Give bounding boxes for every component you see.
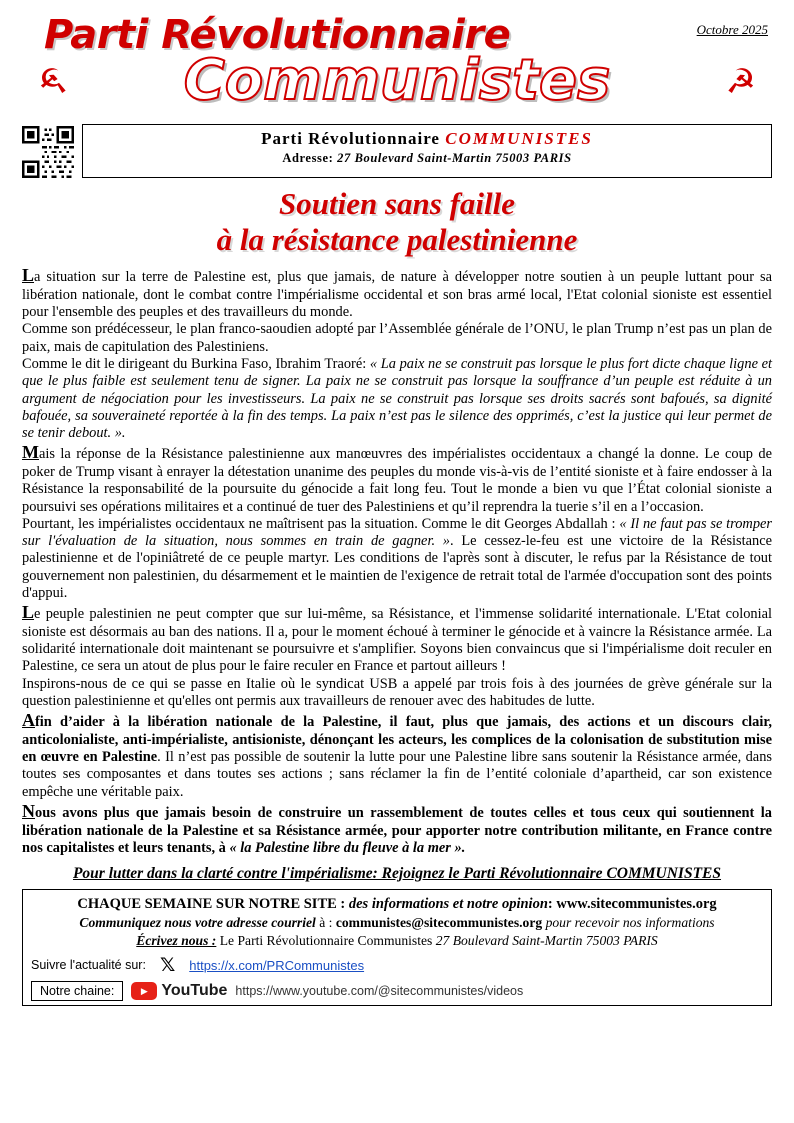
join-slogan: Pour lutter dans la clarté contre l'impérialisme: Rejoignez le Parti Révolutionnaire COMMUNISTES	[72, 865, 722, 883]
footer-line-website	[31, 896, 763, 913]
masthead	[22, 14, 772, 122]
paragraph-text: a situation sur la terre de Palestine est, plus que jamais, de nature à développer notre soutien à un peuple luttant pour sa libération nationale, dont le combat contre l'impérialisme occidental et son bras armé local, l'Etat colonial sioniste est essentiel pour l'ensemble des peuples et des travailleurs du monde.	[22, 269, 772, 321]
dropcap: L	[22, 602, 35, 623]
paragraph-bold-text: ous avons plus que jamais besoin de construire un rassemblement de toutes celles et tous ceux qui soutiennent la libération nationale de la Palestine et sa Résistance armée, pour apporter notre contribution militante, en France contre nos capitalistes et leurs tenants, à	[22, 804, 772, 856]
footer-line-email	[31, 915, 763, 931]
article-body	[22, 265, 772, 857]
org-name-black: Parti Révolutionnaire	[261, 129, 440, 148]
footer-youtube-row	[31, 981, 763, 1001]
footer-write-label: Écrivez nous :	[136, 933, 217, 949]
footer-email-label: Communiquez nous votre adresse courriel	[79, 915, 316, 931]
x-profile-link[interactable]: https://x.com/PRCommunistes	[189, 957, 365, 973]
masthead-title-line1: Parti Révolutionnaire	[44, 12, 511, 58]
hammer-sickle-icon-left: ☭	[38, 64, 69, 101]
follow-label: Suivre l'actualité sur:	[31, 958, 146, 973]
paragraph-3	[22, 356, 772, 442]
footer-social-row	[31, 954, 763, 976]
paragraph-text: ais la réponse de la Résistance palestinienne aux manœuvres des impérialistes occidentaux a changé la donne. Le coup de poker de Trump visant à enrayer la détestation unanime des peuples du monde vis-à-vis de l’entité sioniste et à faire endosser à la Résistance la responsabilité de la poursuite du génocide a fait long feu. Tout le monde a bien vu que l’État colonial sioniste a poursuivi ses opérations militaires et a continué de tuer des Palestiniens et qu’il reprendra la tuerie s’il en a l’occasion.	[22, 446, 772, 515]
dropcap: M	[22, 442, 39, 463]
address-value: 27 Boulevard Saint-Martin 75003 PARIS	[337, 151, 572, 165]
footer-box	[22, 889, 772, 1006]
youtube-wordmark: YouTube	[161, 982, 228, 1000]
footer-site-url[interactable]: : www.sitecommunistes.org	[547, 896, 717, 913]
paragraph-9	[22, 801, 772, 857]
youtube-channel-link[interactable]: https://www.youtube.com/@sitecommunistes/videos	[235, 984, 524, 999]
footer-email-address[interactable]: communistes@sitecommunistes.org	[335, 915, 543, 931]
dropcap: L	[22, 265, 35, 286]
paragraph-1	[22, 265, 772, 321]
issue-date: Octobre 2025	[696, 22, 768, 37]
paragraph-5	[22, 516, 772, 602]
youtube-logo[interactable]	[131, 982, 227, 1000]
paragraph-6	[22, 602, 772, 675]
masthead-title-line2: Communistes	[183, 48, 611, 113]
footer-site-label: CHAQUE SEMAINE SUR NOTRE SITE :	[77, 896, 349, 913]
qr-code-icon	[22, 126, 74, 178]
paragraph-text: Pourtant, les impérialistes occidentaux ne maîtrisent pas la situation. Comme le dit Georges Abdallah :	[22, 515, 620, 532]
headline-line2: à la résistance palestinienne	[216, 221, 578, 257]
channel-label: Notre chaine:	[31, 981, 123, 1001]
paragraph-8	[22, 710, 772, 801]
org-name-red: COMMUNISTES	[445, 129, 593, 148]
dropcap: A	[22, 710, 35, 731]
paragraph-2	[22, 321, 772, 356]
footer-write-org: Le Parti Révolutionnaire Communistes	[216, 933, 436, 949]
paragraph-text: e peuple palestinien ne peut compter que sur lui-même, sa Résistance, et l'immense solidarité internationale. L'Etat colonial sioniste est désormais au ban des nations. Il a, pour le moment échoué à terminer le génocide et à vaincre la Résistance armée. La solidarité internationale doit maintenant se poursuivre et s'amplifier. Soyons bien convaincus que si l'impérialisme doit reculer en Palestine, ce sera un atout de plus pour le faire reculer en France et partout ailleurs !	[22, 606, 772, 675]
footer-line-postal	[31, 933, 763, 949]
x-twitter-icon[interactable]: 𝕏	[159, 954, 176, 977]
paragraph-text: Comme le dit le dirigeant du Burkina Faso, Ibrahim Traoré:	[22, 356, 370, 372]
paragraph-text: Inspirons-nous de ce qui se passe en Italie où le syndicat USB a appelé par trois fois à des journées de grève générale sur la question palestinienne et qu'elles ont permis aux travailleurs de renouer avec des habitudes de lutte.	[22, 675, 772, 709]
footer-site-desc: des informations et notre opinion	[348, 896, 548, 913]
paragraph-text-after: . Il n’est pas possible de soutenir la lutte pour une Palestine libre sans soutenir la Résistance armée, dans toutes ses composantes et dans toutes ses actions ; sans réclamer la fin de l’entité coloniale d’apartheid, car son existence empêche une véritable paix.	[22, 749, 772, 800]
headline-line1: Soutien sans faille	[279, 186, 515, 221]
paragraph-quote: « Il ne faut pas se tromper sur l'évaluation de la situation, nous sommes en train de gagner. »	[22, 515, 772, 550]
org-name-box	[82, 124, 772, 178]
paragraph-quote: « La paix ne se construit pas lorsque le plus fort dicte chaque ligne et que le plus faible est seulement tenu de signer. La paix ne se construit pas lorsque la souffrance d’un peuple est réduite à un argument de négociation pour les investisseurs. La paix ne se construit pas lorsque ses droits sacrés sont bafoués, sa dignité bafouée, sa souveraineté reportée à la fin des temps. La paix n’est pas le silence des opprimés, c’est la justice qui leur permet de se tenir debout. ».	[22, 356, 772, 442]
address-label: Adresse:	[282, 151, 334, 165]
header-identity-box	[22, 124, 772, 178]
dropcap: N	[22, 800, 35, 821]
footer-email-suffix: pour recevoir nos informations	[542, 915, 715, 931]
footer-write-address: 27 Boulevard Saint-Martin 75003 PARIS	[435, 933, 658, 949]
paragraph-text-after: . Le cessez-le-feu est une victoire de la Résistance palestinienne et de l'opiniâtreté de ce peuple martyr. Les conditions de l'après sont à discuter, le refus par la Résistance de tout gouvernement non palestinien, du désarmement et le maintien de l'exigence de retrait total de l'armée d'occupation sont des points d'appui.	[22, 533, 772, 601]
article-headline	[22, 186, 772, 257]
paragraph-text: Comme son prédécesseur, le plan franco-saoudien adopté par l’Assemblée générale de l’ONU, le plan Trump n’est pas un plan de paix, mais de capitulation des Palestiniens.	[22, 321, 772, 355]
footer-email-sep: à :	[315, 915, 336, 931]
paragraph-bold-text: fin d’aider à la libération nationale de la Palestine, il faut, plus que jamais, des actions et un discours clair, anticolonialiste, anti-impérialiste, antisioniste, dénonçant les acteurs, les complices de la colonisation de substitution mise en œuvre en Palestine	[22, 714, 772, 766]
paragraph-bold-italic: « la Palestine libre du fleuve à la mer ».	[229, 839, 466, 856]
youtube-icon[interactable]: ▶	[131, 982, 157, 1000]
hammer-sickle-icon-right: ☭	[725, 64, 756, 101]
paragraph-4	[22, 442, 772, 515]
paragraph-7	[22, 676, 772, 711]
